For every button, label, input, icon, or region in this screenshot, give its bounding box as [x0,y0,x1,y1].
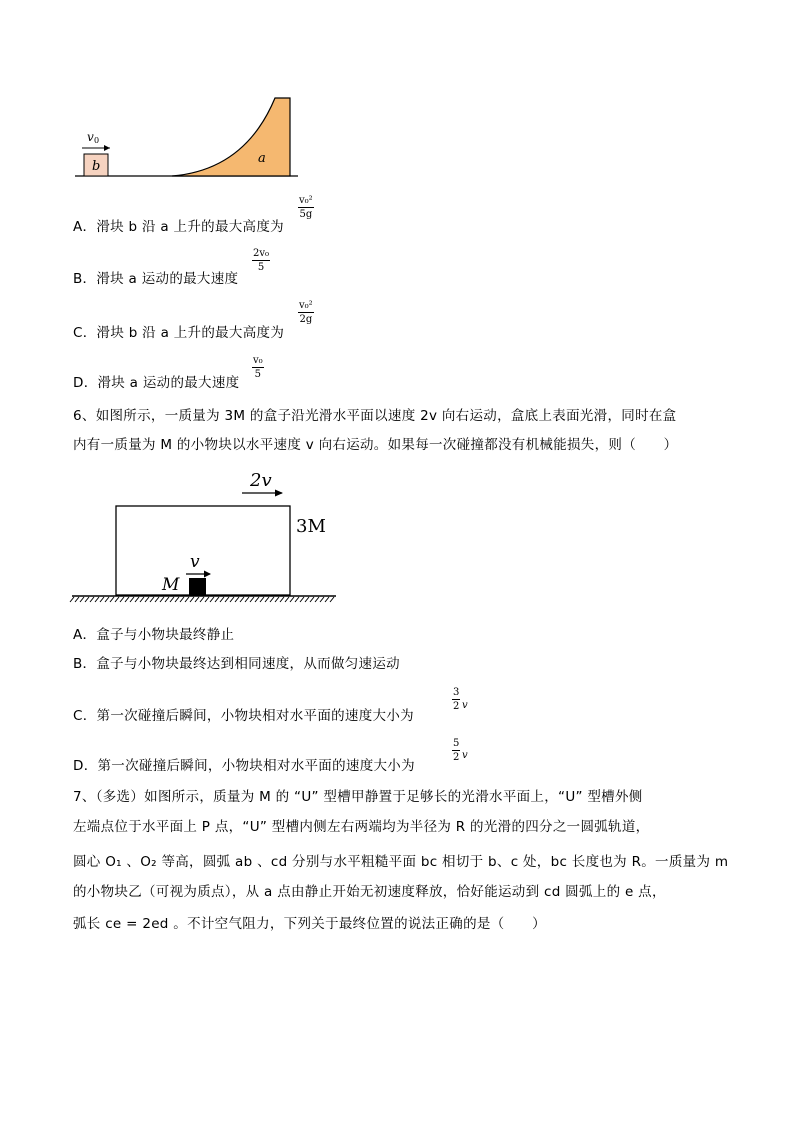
hatch-mark [325,597,329,602]
q7-stem-line-2: 左端点位于水平面上 P 点，“U” 型槽内侧左右两端均为半径为 R 的光滑的四分之一圆弧轨道， [73,819,650,835]
hatch-mark [190,597,194,602]
q5-option-c-fraction: v₀² 2g [299,300,313,325]
hatch-mark [260,597,264,602]
floor-hatching [70,597,334,602]
hatch-mark [85,597,89,602]
q5-option-a: A．滑块 b 沿 a 上升的最大高度为 [73,219,284,235]
ramp-a [172,98,290,176]
block [189,578,206,595]
hatch-mark [105,597,109,602]
hatch-mark [205,597,209,602]
hatch-mark [160,597,164,602]
block-mass-label: M [162,575,180,595]
hatch-mark [215,597,219,602]
hatch-mark [250,597,254,602]
hatch-mark [225,597,229,602]
q5-option-d-fraction: v₀ 5 [253,355,263,380]
hatch-mark [140,597,144,602]
hatch-mark [145,597,149,602]
q6-option-c-fraction: 3 2 [453,687,460,712]
q5-option-b: B．滑块 a 运动的最大速度 [73,271,239,287]
velocity-arrow-head [104,145,110,151]
q6-option-c: C．第一次碰撞后瞬间，小物块相对水平面的速度大小为 [73,708,414,724]
hatch-mark [315,597,319,602]
box-figure [70,466,350,606]
ramp-label: a [258,151,266,166]
hatch-mark [300,597,304,602]
hatch-mark [320,597,324,602]
hatch-mark [150,597,154,602]
block-velocity-label: v [190,552,200,572]
hatch-mark [290,597,294,602]
block-velocity-arrow-head [204,571,211,578]
hatch-mark [270,597,274,602]
hatch-mark [285,597,289,602]
block-label: b [92,159,101,174]
hatch-mark [125,597,129,602]
hatch-mark [95,597,99,602]
velocity-label: v [87,130,94,144]
q7-stem-line-1: 7、（多选）如图所示，质量为 M 的 “U” 型槽甲静置于足够长的光滑水平面上，“U” 型槽外侧 [73,789,643,805]
hatch-mark [195,597,199,602]
hatch-mark [200,597,204,602]
hatch-mark [265,597,269,602]
q6-option-a: A．盒子与小物块最终静止 [73,627,235,643]
q6-option-d-v: v [462,750,468,761]
q6-option-d-fraction: 5 2 [453,738,460,763]
q6-stem-line-1: 6、如图所示，一质量为 3M 的盒子沿光滑水平面以速度 2v 向右运动，盒底上表面光滑，同时在盒 [73,408,677,424]
q6-option-b: B．盒子与小物块最终达到相同速度，从而做匀速运动 [73,656,400,672]
q7-stem-line-3: 圆心 O₁ 、O₂ 等高，圆弧 ab 、cd 分别与水平粗糙平面 bc 相切于 b、c 处，bc 长度也为 R。一质量为 m [73,854,729,870]
hatch-mark [75,597,79,602]
hatch-mark [305,597,309,602]
hatch-mark [310,597,314,602]
hatch-mark [275,597,279,602]
hatch-mark [100,597,104,602]
hatch-mark [170,597,174,602]
hatch-mark [110,597,114,602]
hatch-mark [120,597,124,602]
hatch-mark [80,597,84,602]
hatch-mark [165,597,169,602]
hatch-mark [115,597,119,602]
hatch-mark [220,597,224,602]
q6-stem-line-2: 内有一质量为 M 的小物块以水平速度 v 向右运动。如果每一次碰撞都没有机械能损失，则（ ） [73,437,678,453]
velocity-subscript: 0 [94,136,100,145]
hatch-mark [185,597,189,602]
q7-stem-line-5: 弧长 ce = 2ed 。不计空气阻力，下列关于最终位置的说法正确的是（ ） [73,916,546,932]
hatch-mark [90,597,94,602]
hatch-mark [180,597,184,602]
hatch-mark [230,597,234,602]
q6-option-c-v: v [462,700,468,711]
ramp-figure [70,92,310,182]
hatch-mark [210,597,214,602]
box-mass-label: 3M [296,516,326,537]
q5-option-d: D．滑块 a 运动的最大速度 [73,375,240,391]
q7-stem-line-4: 的小物块乙（可视为质点），从 a 点由静止开始无初速度释放，恰好能运动到 cd 圆弧上的 e 点， [73,884,666,900]
hatch-mark [255,597,259,602]
hatch-mark [295,597,299,602]
box-velocity-label: 2v [250,470,272,491]
hatch-mark [245,597,249,602]
box-velocity-arrow-head [275,490,283,497]
q5-option-b-fraction: 2v₀ 5 [253,248,270,273]
hatch-mark [70,597,74,602]
hatch-mark [130,597,134,602]
hatch-mark [155,597,159,602]
hatch-mark [175,597,179,602]
hatch-mark [240,597,244,602]
q5-option-c: C．滑块 b 沿 a 上升的最大高度为 [73,325,285,341]
q5-option-a-fraction: v₀² 5g [299,195,313,220]
q6-option-d: D．第一次碰撞后瞬间，小物块相对水平面的速度大小为 [73,758,415,774]
hatch-mark [135,597,139,602]
hatch-mark [235,597,239,602]
hatch-mark [280,597,284,602]
hatch-mark [330,597,334,602]
